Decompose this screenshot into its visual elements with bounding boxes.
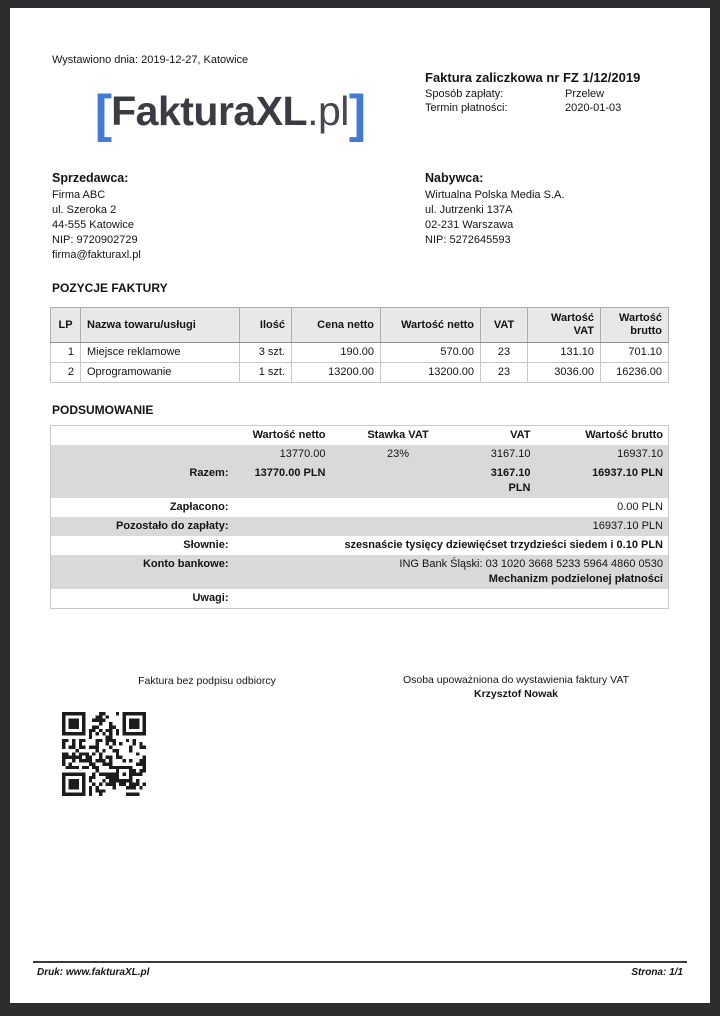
address-line: 02-231 Warszawa [425, 219, 514, 231]
seller-lines [52, 188, 382, 263]
item-cell: Oprogramowanie [81, 363, 240, 383]
due-date-label: Termin płatności: [425, 101, 508, 114]
item-cell: 2 [51, 363, 81, 383]
logo-brand-text: FakturaXL [111, 88, 308, 134]
item-cell: 3 szt. [240, 343, 292, 363]
vat-breakdown-vat: 3167.10 [490, 448, 531, 460]
summary-header-row [51, 426, 669, 446]
item-cell: 3036.00 [528, 363, 601, 383]
address-line: NIP: 9720902729 [52, 234, 138, 246]
summary-table [50, 425, 669, 609]
summary-header-spacer [51, 426, 231, 446]
address-line: ul. Jutrzenki 137A [425, 204, 513, 216]
buyer-heading: Nabywca: [425, 171, 484, 185]
summary-section-title: PODSUMOWANIE [52, 403, 154, 417]
item-cell: 1 [51, 343, 81, 363]
footer-divider [33, 961, 687, 963]
total-rate-spacer [331, 464, 466, 498]
summary-row-value [231, 536, 669, 555]
col-header-vat-value: Wartość VAT [528, 308, 601, 343]
summary-value-line: 0.00 PLN [617, 501, 663, 513]
address-line: Firma ABC [52, 189, 106, 201]
summary-row [51, 589, 669, 609]
items-table [50, 307, 669, 383]
item-cell: 13200.00 [292, 363, 381, 383]
summary-value-line: ING Bank Śląski: 03 1020 3668 5233 5964 4860 0530 [399, 558, 663, 570]
total-row [51, 464, 669, 498]
signature-left-note: Faktura bez podpisu odbiorcy [138, 675, 276, 687]
invoice-page [10, 8, 710, 1003]
item-cell: 23 [481, 363, 528, 383]
address-line: 44-555 Katowice [52, 219, 134, 231]
summary-header-rate: Stawka VAT [367, 429, 429, 441]
seller-block [52, 170, 382, 263]
signature-right-name: Krzysztof Nowak [473, 688, 558, 700]
total-vat: 3167.10 PLN [490, 467, 531, 494]
item-row [51, 343, 669, 363]
payment-method-value: Przelew [565, 88, 605, 100]
summary-value-line: szesnaście tysięcy dziewięćset trzydzieści siedem i 0.10 PLN [344, 539, 663, 551]
summary-row-label: Zapłacono: [169, 501, 229, 513]
vat-breakdown-gross: 16937.10 [617, 448, 663, 460]
summary-header-vat: VAT [510, 429, 531, 441]
footer-page-number: Strona: 1/1 [631, 967, 683, 978]
item-cell: 13200.00 [381, 363, 481, 383]
items-table-body [51, 343, 669, 383]
col-header-net-price: Cena netto [292, 308, 381, 343]
item-cell: 701.10 [601, 343, 669, 363]
item-cell: Miejsce reklamowe [81, 343, 240, 363]
summary-value-line: 16937.10 PLN [592, 520, 663, 532]
item-cell: 190.00 [292, 343, 381, 363]
summary-row [51, 536, 669, 555]
summary-row-value [231, 555, 669, 589]
address-line: firma@fakturaxl.pl [52, 249, 141, 261]
col-header-gross-value: Wartość brutto [601, 308, 669, 343]
col-header-lp: LP [51, 308, 81, 343]
col-header-vat: VAT [481, 308, 528, 343]
summary-extra-rows [51, 498, 669, 609]
buyer-block [425, 170, 720, 248]
logo-suffix-text: .pl [307, 88, 349, 134]
seller-heading: Sprzedawca: [52, 171, 129, 185]
summary-row-value [231, 517, 669, 536]
summary-row [51, 555, 669, 589]
col-header-name: Nazwa towaru/usługi [81, 308, 240, 343]
summary-row-label: Konto bankowe: [142, 558, 229, 570]
summary-row-value [231, 589, 669, 609]
vat-breakdown-rate: 23% [386, 448, 410, 460]
brand-logo [52, 84, 408, 144]
logo-bracket-left: [ [94, 85, 112, 143]
summary-row [51, 498, 669, 517]
summary-header-gross: Wartość brutto [585, 429, 663, 441]
summary-row-label: Słownie: [183, 539, 229, 551]
items-table-header-row [51, 308, 669, 343]
col-header-net-value: Wartość netto [381, 308, 481, 343]
buyer-lines [425, 188, 720, 248]
payment-method-row [425, 88, 687, 102]
summary-row [51, 517, 669, 536]
qr-code [62, 712, 146, 796]
payment-method-label: Sposób zapłaty: [425, 88, 504, 100]
issue-date: Wystawiono dnia: 2019-12-27, Katowice [52, 54, 249, 66]
invoice-header-block [425, 70, 687, 115]
signature-right-caption: Osoba upoważniona do wystawienia faktury VAT [402, 674, 630, 686]
address-line: ul. Szeroka 2 [52, 204, 117, 216]
item-cell: 16236.00 [601, 363, 669, 383]
logo-bracket-right: ] [348, 85, 366, 143]
footer-print-source: Druk: www.fakturaXL.pl [37, 967, 150, 978]
summary-row-label: Pozostało do zapłaty: [116, 520, 229, 532]
vat-breakdown-spacer [51, 445, 231, 464]
summary-header-net: Wartość netto [252, 429, 326, 441]
total-label: Razem: [189, 467, 229, 479]
col-header-qty: Ilość [240, 308, 292, 343]
summary-value-line-2: Mechanizm podzielonej płatności [488, 573, 663, 585]
address-line: Wirtualna Polska Media S.A. [425, 189, 565, 201]
summary-row-label: Uwagi: [192, 592, 229, 604]
item-cell: 131.10 [528, 343, 601, 363]
qr-code-image [62, 712, 146, 796]
invoice-title: Faktura zaliczkowa nr FZ 1/12/2019 [425, 70, 641, 85]
items-section-title: POZYCJE FAKTURY [52, 281, 168, 295]
item-cell: 1 szt. [240, 363, 292, 383]
summary-row-value [231, 498, 669, 517]
vat-breakdown-row [51, 445, 669, 464]
item-row [51, 363, 669, 383]
signature-right-block [382, 673, 650, 701]
due-date-row [425, 102, 687, 116]
total-gross: 16937.10 PLN [592, 467, 663, 479]
total-net: 13770.00 PLN [254, 467, 326, 479]
item-cell: 570.00 [381, 343, 481, 363]
due-date-value: 2020-01-03 [565, 101, 622, 114]
item-cell: 23 [481, 343, 528, 363]
vat-breakdown-net: 13770.00 [279, 448, 326, 460]
address-line: NIP: 5272645593 [425, 234, 511, 246]
